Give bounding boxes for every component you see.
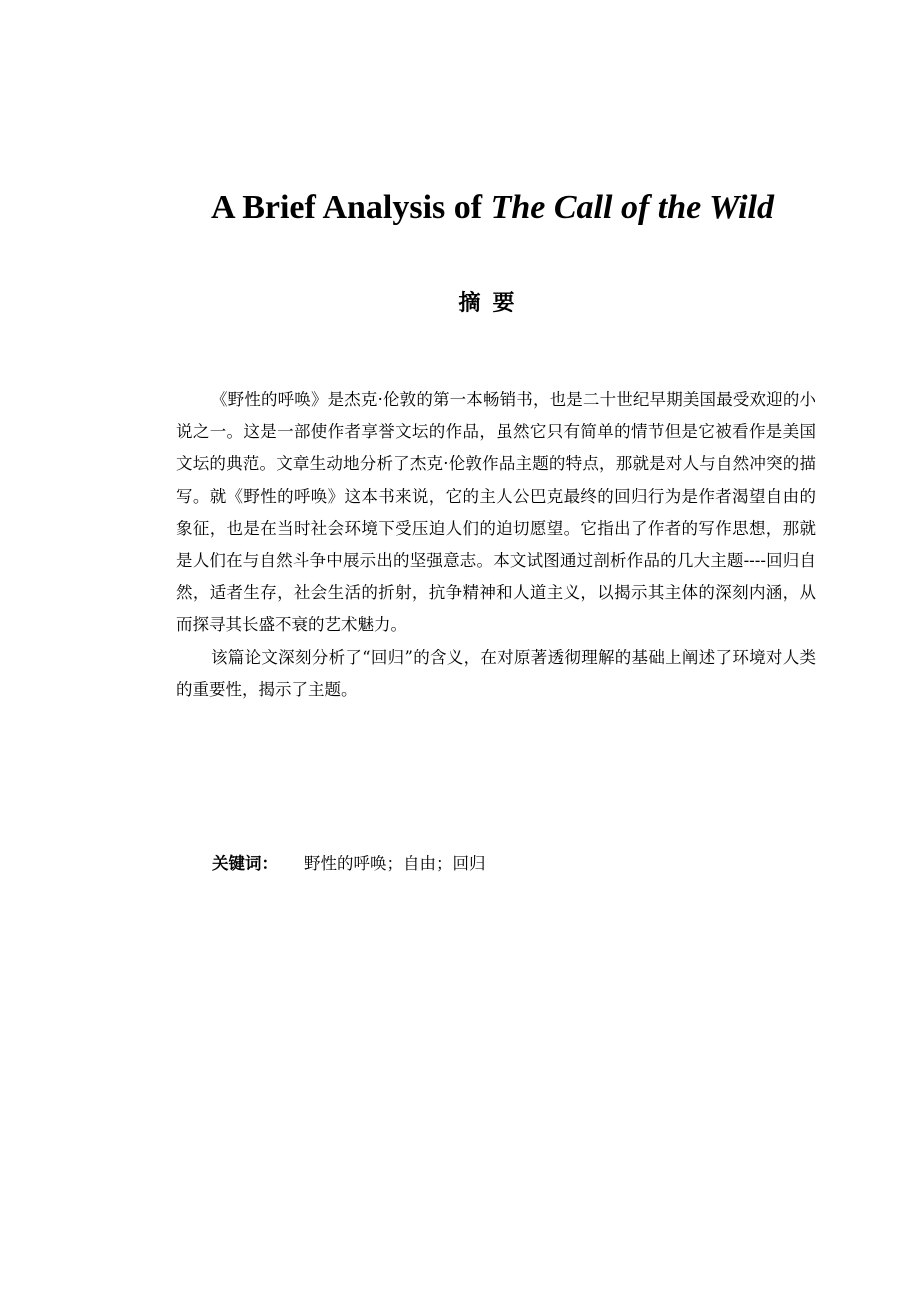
title-prefix: A Brief Analysis of bbox=[211, 189, 491, 226]
document-title bbox=[0, 186, 920, 230]
keywords-line bbox=[212, 848, 812, 880]
abstract-body bbox=[176, 384, 816, 706]
abstract-paragraph: 该篇论文深刻分析了“回归”的含义，在对原著透彻理解的基础上阐述了环境对人类的重要性，揭示了主题。 bbox=[176, 647, 816, 699]
keywords-label: 关键词： bbox=[212, 854, 278, 873]
abstract-paragraph: 《野性的呼唤》是杰克·伦敦的第一本畅销书，也是二十世纪早期美国最受欢迎的小说之一。这是一部使作者享誉文坛的作品，虽然它只有简单的情节但是它被看作是美国文坛的典范。文章生动地分析了杰克·伦敦作品主题的特点，那就是对人与自然冲突的描写。就《野性的呼唤》这本书来说，它的主人公巴克最终的回归行为是作者渴望自由的象征，也是在当时社会环境下受压迫人们的迫切愿望。它指出了作者的写作思想，那就是人们在与自然斗争中展示出的坚强意志。本文试图通过剖析作品的几大主题----回归自然，适者生存，社会生活的折射，抗争精神和人道主义，以揭示其主体的深刻内涵，从而探寻其长盛不衰的艺术魅力。 bbox=[176, 390, 816, 635]
abstract-heading: 摘要 bbox=[458, 291, 527, 316]
title-book-name: The Call of the Wild bbox=[490, 189, 774, 226]
keywords-value: 野性的呼唤；自由；回归 bbox=[304, 854, 486, 873]
